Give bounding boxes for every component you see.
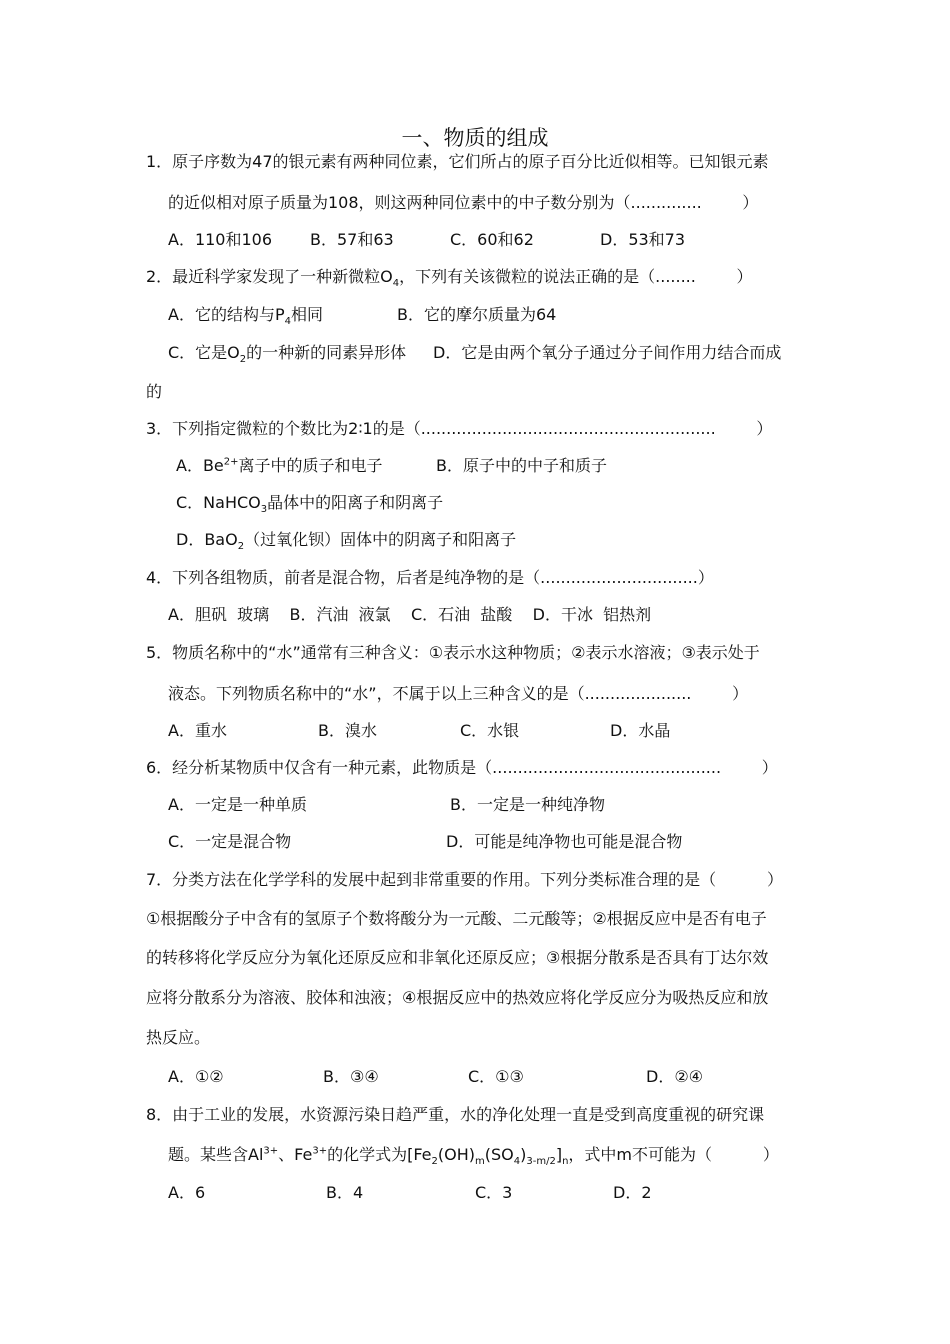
q5-option-d: D．水晶 xyxy=(610,721,671,740)
q5-option-b: B．溴水 xyxy=(318,721,377,740)
q1-option-a: A．110和106 xyxy=(168,230,273,249)
q7-option-d: D．②④ xyxy=(646,1067,704,1086)
q1-stem-line1: 1．原子序数为47的银元素有两种同位素，它们所占的原子百分比近似相等。已知银元素 xyxy=(146,152,769,171)
q8-stem-line2: 题。某些含$Al^{3+}$、$Fe^{3+}$的化学式为$[Fe_2(OH)_m(SO_4)_{3-m/2}]_n$，式中m不可能为（ ） xyxy=(168,1145,779,1168)
q3-stem: 3．下列指定微粒的个数比为2∶1的是（.......................................................... ） xyxy=(146,419,773,438)
q2-option-c: C．它是$O_2$的一种新的同素异形体 xyxy=(168,343,407,366)
q2-option-d-continuation: 的 xyxy=(146,382,163,401)
q8-option-b: B．4 xyxy=(326,1183,364,1202)
q7-stem-line4: 应将分散系分为溶液、胶体和浊液；④根据反应中的热效应将化学反应分为吸热反应和放 xyxy=(146,988,769,1007)
q1-option-c: C．60和62 xyxy=(450,230,534,249)
q2-option-a: A．它的结构与$P_4$相同 xyxy=(168,305,323,328)
q2-stem: 2．最近科学家发现了一种新微粒$O_4$，下列有关该微粒的说法正确的是（........ ） xyxy=(146,267,753,290)
page-title: 一、物质的组成 xyxy=(401,126,549,150)
q5-stem-line1: 5．物质名称中的“水”通常有三种含义：①表示水这种物质；②表示水溶液；③表示处于 xyxy=(146,643,760,662)
q6-option-b: B．一定是一种纯净物 xyxy=(450,795,605,814)
q2-option-b: B．它的摩尔质量为64 xyxy=(397,305,557,324)
q4-options: A．胆矾 玻璃 B．汽油 液氯 C．石油 盐酸 D．干冰 铝热剂 xyxy=(168,605,652,624)
q6-option-d: D．可能是纯净物也可能是混合物 xyxy=(446,832,683,851)
q6-option-a: A．一定是一种单质 xyxy=(168,795,307,814)
q7-stem-line3: 的转移将化学反应分为氧化还原反应和非氧化还原反应；③根据分散系是否具有丁达尔效 xyxy=(146,948,769,967)
q2-option-d: D．它是由两个氧分子通过分子间作用力结合而成 xyxy=(433,343,782,362)
q5-option-c: C．水银 xyxy=(460,721,520,740)
q3-option-d: D．BaO$_2$（过氧化钡）固体中的阴离子和阳离子 xyxy=(176,530,517,553)
q7-option-c: C．①③ xyxy=(468,1067,524,1086)
q7-stem-line5: 热反应。 xyxy=(146,1028,211,1047)
q5-option-a: A．重水 xyxy=(168,721,227,740)
q3-option-b: B．原子中的中子和质子 xyxy=(436,456,607,475)
q6-stem: 6．经分析某物质中仅含有一种元素，此物质是（............................................. ） xyxy=(146,758,778,777)
q7-stem-line1: 7．分类方法在化学学科的发展中起到非常重要的作用。下列分类标准合理的是（ ） xyxy=(146,870,784,889)
q4-stem: 4．下列各组物质，前者是混合物，后者是纯净物的是（...............................） xyxy=(146,568,714,587)
q8-option-c: C．3 xyxy=(475,1183,513,1202)
q1-stem-line2: 的近似相对原子质量为108，则这两种同位素中的中子数分别为（.............. ） xyxy=(168,193,759,212)
q8-option-a: A．6 xyxy=(168,1183,206,1202)
q7-stem-line2: ①根据酸分子中含有的氢原子个数将酸分为一元酸、二元酸等；②根据反应中是否有电子 xyxy=(146,909,767,928)
q1-option-b: B．57和63 xyxy=(310,230,394,249)
q1-option-d: D．53和73 xyxy=(600,230,686,249)
q6-option-c: C．一定是混合物 xyxy=(168,832,292,851)
q7-option-b: B．③④ xyxy=(323,1067,379,1086)
q5-stem-line2: 液态。下列物质名称中的“水”，不属于以上三种含义的是（..................... ） xyxy=(168,684,749,703)
q8-option-d: D．2 xyxy=(613,1183,652,1202)
q3-option-a: A．$Be^{2+}$离子中的质子和电子 xyxy=(176,456,383,475)
q3-option-c: C．NaHCO$_3$晶体中的阳离子和阴离子 xyxy=(176,493,444,516)
q8-stem-line1: 8．由于工业的发展，水资源污染日趋严重，水的净化处理一直是受到高度重视的研究课 xyxy=(146,1105,765,1124)
q7-option-a: A．①② xyxy=(168,1067,224,1086)
